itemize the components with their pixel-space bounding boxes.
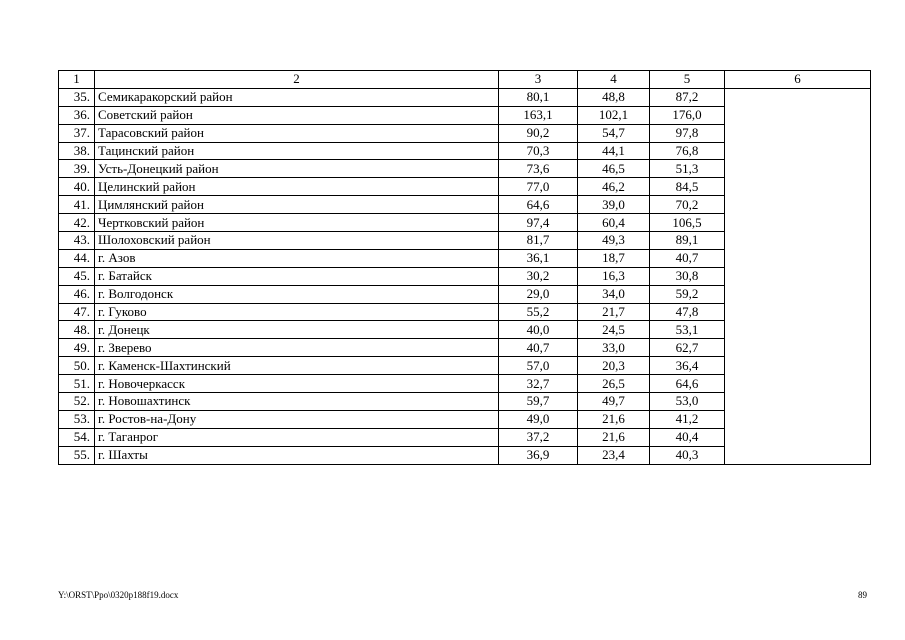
row-value-4: 16,3 — [578, 267, 650, 285]
row-value-5: 40,7 — [650, 249, 725, 267]
row-value-5: 40,3 — [650, 446, 725, 464]
row-value-5: 41,2 — [650, 410, 725, 428]
row-value-5: 97,8 — [650, 124, 725, 142]
row-name: г. Таганрог — [95, 428, 499, 446]
row-value-3: 32,7 — [499, 375, 578, 393]
row-value-3: 59,7 — [499, 393, 578, 411]
row-number: 46. — [59, 285, 95, 303]
footer-page-number: 89 — [858, 590, 867, 600]
row-value-5: 106,5 — [650, 214, 725, 232]
row-value-3: 97,4 — [499, 214, 578, 232]
header-col-6: 6 — [725, 71, 871, 89]
row-name: г. Новошахтинск — [95, 393, 499, 411]
row-value-4: 46,5 — [578, 160, 650, 178]
row-value-3: 81,7 — [499, 232, 578, 250]
row-name: Семикаракорский район — [95, 88, 499, 106]
row-value-4: 34,0 — [578, 285, 650, 303]
row-value-3: 70,3 — [499, 142, 578, 160]
row-value-3: 36,9 — [499, 446, 578, 464]
header-col-1: 1 — [59, 71, 95, 89]
row-value-4: 54,7 — [578, 124, 650, 142]
row-name: г. Зверево — [95, 339, 499, 357]
row-value-3: 29,0 — [499, 285, 578, 303]
row-value-4: 18,7 — [578, 249, 650, 267]
row-value-4: 102,1 — [578, 106, 650, 124]
row-value-4: 20,3 — [578, 357, 650, 375]
row-name: г. Каменск-Шахтинский — [95, 357, 499, 375]
row-value-3: 40,7 — [499, 339, 578, 357]
row-value-3: 30,2 — [499, 267, 578, 285]
row-value-5: 53,0 — [650, 393, 725, 411]
row-name: г. Батайск — [95, 267, 499, 285]
row-number: 48. — [59, 321, 95, 339]
row-value-3: 55,2 — [499, 303, 578, 321]
row-value-4: 21,7 — [578, 303, 650, 321]
row-value-3: 57,0 — [499, 357, 578, 375]
row-name: г. Новочеркасск — [95, 375, 499, 393]
row-number: 40. — [59, 178, 95, 196]
row-value-5: 76,8 — [650, 142, 725, 160]
data-table — [58, 70, 871, 465]
table-row — [59, 88, 871, 106]
row-value-3: 40,0 — [499, 321, 578, 339]
row-value-5: 87,2 — [650, 88, 725, 106]
row-name: Чертковский район — [95, 214, 499, 232]
row-value-5: 40,4 — [650, 428, 725, 446]
row-name: Тарасовский район — [95, 124, 499, 142]
row-number: 51. — [59, 375, 95, 393]
row-value-3: 73,6 — [499, 160, 578, 178]
header-col-5: 5 — [650, 71, 725, 89]
row-value-5: 176,0 — [650, 106, 725, 124]
row-name: Усть-Донецкий район — [95, 160, 499, 178]
row-number: 54. — [59, 428, 95, 446]
row-number: 39. — [59, 160, 95, 178]
row-number: 43. — [59, 232, 95, 250]
row-number: 37. — [59, 124, 95, 142]
row-value-3: 36,1 — [499, 249, 578, 267]
row-number: 41. — [59, 196, 95, 214]
row-name: г. Ростов-на-Дону — [95, 410, 499, 428]
header-col-3: 3 — [499, 71, 578, 89]
row-value-3: 77,0 — [499, 178, 578, 196]
row-name: Шолоховский район — [95, 232, 499, 250]
row-value-4: 33,0 — [578, 339, 650, 357]
row-name: Цимлянский район — [95, 196, 499, 214]
row-number: 35. — [59, 88, 95, 106]
row-value-4: 24,5 — [578, 321, 650, 339]
row-name: г. Гуково — [95, 303, 499, 321]
row-value-3: 49,0 — [499, 410, 578, 428]
column-6-merged-cell — [725, 88, 871, 464]
row-number: 49. — [59, 339, 95, 357]
table-body — [59, 71, 871, 465]
row-value-3: 64,6 — [499, 196, 578, 214]
row-value-5: 36,4 — [650, 357, 725, 375]
row-value-3: 163,1 — [499, 106, 578, 124]
row-name: г. Шахты — [95, 446, 499, 464]
row-value-4: 39,0 — [578, 196, 650, 214]
row-value-4: 49,3 — [578, 232, 650, 250]
header-col-2: 2 — [95, 71, 499, 89]
row-value-5: 62,7 — [650, 339, 725, 357]
row-value-4: 23,4 — [578, 446, 650, 464]
row-number: 55. — [59, 446, 95, 464]
row-number: 47. — [59, 303, 95, 321]
row-value-3: 90,2 — [499, 124, 578, 142]
row-value-4: 46,2 — [578, 178, 650, 196]
row-value-4: 26,5 — [578, 375, 650, 393]
row-value-4: 48,8 — [578, 88, 650, 106]
row-name: Советский район — [95, 106, 499, 124]
row-value-5: 47,8 — [650, 303, 725, 321]
row-value-5: 30,8 — [650, 267, 725, 285]
row-value-4: 49,7 — [578, 393, 650, 411]
row-name: г. Волгодонск — [95, 285, 499, 303]
row-name: Целинский район — [95, 178, 499, 196]
row-number: 45. — [59, 267, 95, 285]
row-value-5: 59,2 — [650, 285, 725, 303]
header-row — [59, 71, 871, 89]
row-value-5: 89,1 — [650, 232, 725, 250]
row-name: г. Донецк — [95, 321, 499, 339]
row-name: г. Азов — [95, 249, 499, 267]
row-value-5: 53,1 — [650, 321, 725, 339]
row-number: 50. — [59, 357, 95, 375]
row-value-4: 21,6 — [578, 410, 650, 428]
row-number: 36. — [59, 106, 95, 124]
row-value-5: 51,3 — [650, 160, 725, 178]
row-number: 44. — [59, 249, 95, 267]
row-number: 42. — [59, 214, 95, 232]
header-col-4: 4 — [578, 71, 650, 89]
row-number: 52. — [59, 393, 95, 411]
row-value-5: 84,5 — [650, 178, 725, 196]
row-value-5: 70,2 — [650, 196, 725, 214]
row-value-3: 80,1 — [499, 88, 578, 106]
row-number: 53. — [59, 410, 95, 428]
row-value-5: 64,6 — [650, 375, 725, 393]
row-value-4: 21,6 — [578, 428, 650, 446]
row-value-4: 44,1 — [578, 142, 650, 160]
footer-file-path: Y:\ORST\Ppo\0320p188f19.docx — [58, 590, 179, 600]
row-number: 38. — [59, 142, 95, 160]
row-value-3: 37,2 — [499, 428, 578, 446]
row-name: Тацинский район — [95, 142, 499, 160]
row-value-4: 60,4 — [578, 214, 650, 232]
